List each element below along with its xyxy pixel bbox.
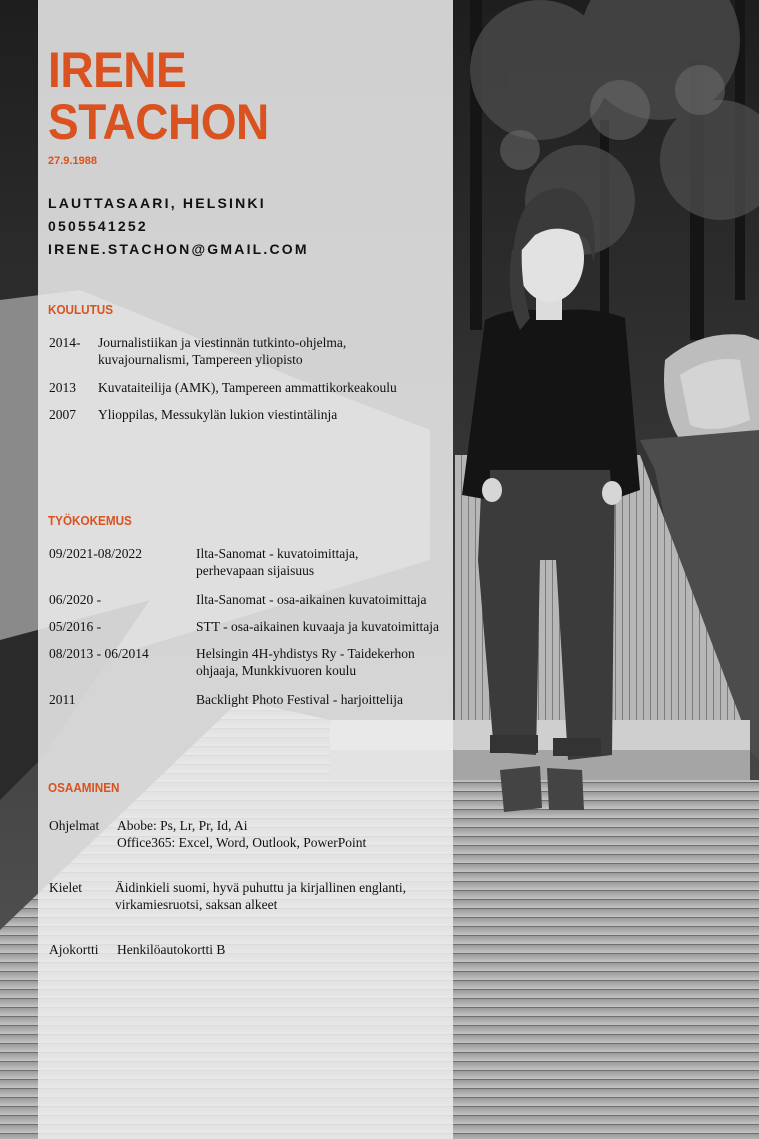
experience-line1: Ilta-Sanomat - osa-aikainen kuvatoimittaja — [196, 592, 427, 607]
skills-label: Ohjelmat — [49, 818, 100, 833]
experience-line2: perhevapaan sijaisuus — [196, 563, 315, 578]
education-year: 2007 — [49, 407, 76, 422]
experience-period: 09/2021-08/2022 — [49, 546, 142, 561]
skills-line2: Office365: Excel, Word, Outlook, PowerPoint — [117, 835, 367, 850]
skills-line1: Henkilöautokortti B — [117, 942, 226, 957]
experience-line1: Backlight Photo Festival - harjoittelija — [196, 692, 403, 707]
skills-label: Ajokortti — [49, 942, 99, 957]
education-year: 2014- — [49, 335, 81, 350]
skills-label: Kielet — [49, 880, 82, 895]
phone: 0505541252 — [48, 218, 148, 234]
education-line2: kuvajournalismi, Tampereen yliopisto — [98, 352, 303, 367]
experience-period: 2011 — [49, 692, 76, 707]
experience-period: 06/2020 - — [49, 592, 102, 607]
applicant-name — [48, 44, 269, 148]
skills-line2: virkamiesruotsi, saksan alkeet — [115, 897, 278, 912]
contact-info — [48, 192, 309, 261]
experience-line1: Helsingin 4H-yhdistys Ry - Taidekerhon — [196, 646, 415, 661]
address: LAUTTASAARI, HELSINKI — [48, 195, 266, 211]
skills-title: OSAAMINEN — [48, 780, 120, 795]
experience-period: 05/2016 - — [49, 619, 102, 634]
experience-title: TYÖKOKEMUS — [48, 513, 132, 528]
experience-line1: STT - osa-aikainen kuvaaja ja kuvatoimittaja — [196, 619, 440, 634]
education-line1: Kuvataiteilija (AMK), Tampereen ammattikorkeakoulu — [98, 380, 397, 395]
first-name: IRENE — [48, 42, 187, 98]
skills-line1: Abobe: Ps, Lr, Pr, Id, Ai — [117, 818, 248, 833]
education-line1: Ylioppilas, Messukylän lukion viestintälinja — [98, 407, 338, 422]
education-line1: Journalistiikan ja viestinnän tutkinto-ohjelma, — [98, 335, 347, 350]
education-year: 2013 — [49, 380, 76, 395]
email: IRENE.STACHON@GMAIL.COM — [48, 241, 309, 257]
last-name: STACHON — [48, 94, 269, 150]
experience-line1: Ilta-Sanomat - kuvatoimittaja, — [196, 546, 359, 561]
education-title: KOULUTUS — [48, 302, 113, 317]
experience-period: 08/2013 - 06/2014 — [49, 646, 149, 661]
birth-date: 27.9.1988 — [48, 155, 97, 167]
experience-line2: ohjaaja, Munkkivuoren koulu — [196, 663, 357, 678]
skills-line1: Äidinkieli suomi, hyvä puhuttu ja kirjallinen englanti, — [115, 880, 406, 895]
